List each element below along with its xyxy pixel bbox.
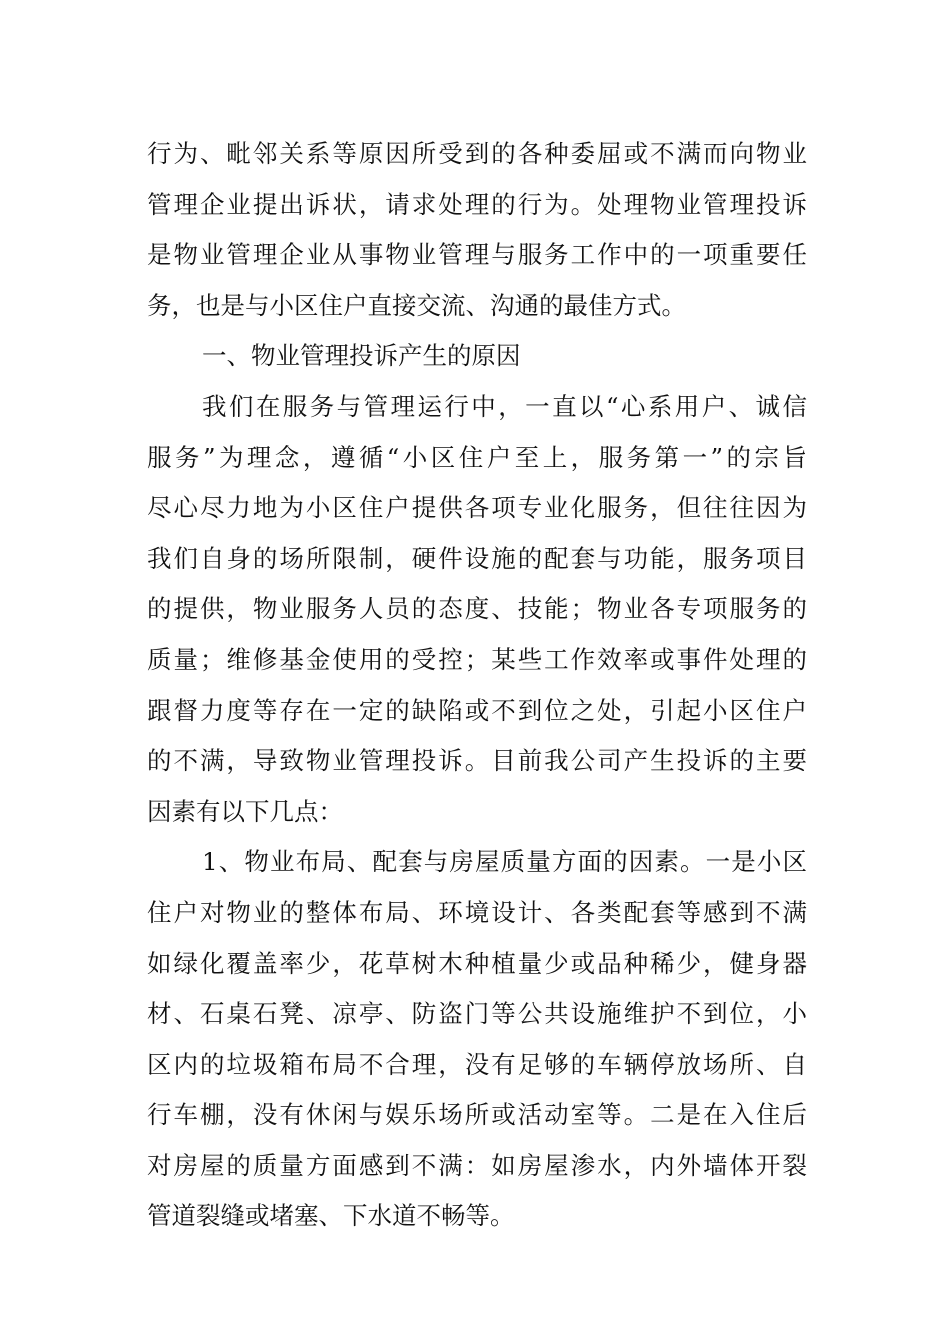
text-line: 服务”为理念，遵循“小区住户至上，服务第一”的宗旨 <box>147 442 807 472</box>
document-body <box>147 129 807 1242</box>
text-line: 行车棚，没有休闲与娱乐场所或活动室等。二是在入住后 <box>147 1100 807 1130</box>
text-line: 尽心尽力地为小区住户提供各项专业化服务，但往往因为 <box>147 493 807 523</box>
text-line: 跟督力度等存在一定的缺陷或不到位之处，引起小区住户 <box>147 695 807 725</box>
text-line: 的提供，物业服务人员的态度、技能；物业各专项服务的 <box>147 594 807 624</box>
text-line: 区内的垃圾箱布局不合理，没有足够的车辆停放场所、自 <box>147 1049 807 1079</box>
text-line: 的不满，导致物业管理投诉。目前我公司产生投诉的主要 <box>147 746 807 776</box>
section-heading: 一、物业管理投诉产生的原因 <box>202 341 521 371</box>
text-line: 是物业管理企业从事物业管理与服务工作中的一项重要任 <box>147 240 807 270</box>
text-line: 因素有以下几点： <box>147 796 343 826</box>
text-line: 如绿化覆盖率少，花草树木种植量少或品种稀少，健身器 <box>147 948 807 978</box>
text-line: 对房屋的质量方面感到不满：如房屋渗水，内外墙体开裂 <box>147 1150 807 1180</box>
text-line: 管理企业提出诉状，请求处理的行为。处理物业管理投诉 <box>147 189 807 219</box>
text-line: 材、石桌石凳、凉亭、防盗门等公共设施维护不到位，小 <box>147 999 807 1029</box>
text-line: 1、物业布局、配套与房屋质量方面的因素。一是小区 <box>202 847 807 877</box>
text-line: 质量；维修基金使用的受控；某些工作效率或事件处理的 <box>147 644 807 674</box>
text-line: 务，也是与小区住户直接交流、沟通的最佳方式。 <box>147 290 686 320</box>
text-line: 行为、毗邻关系等原因所受到的各种委屈或不满而向物业 <box>147 139 807 168</box>
text-line: 我们自身的场所限制，硬件设施的配套与功能，服务项目 <box>147 543 807 573</box>
text-line: 管道裂缝或堵塞、下水道不畅等。 <box>147 1201 515 1231</box>
text-line: 我们在服务与管理运行中，一直以“心系用户、诚信 <box>202 391 807 421</box>
text-line: 住户对物业的整体布局、环境设计、各类配套等感到不满 <box>147 897 807 927</box>
